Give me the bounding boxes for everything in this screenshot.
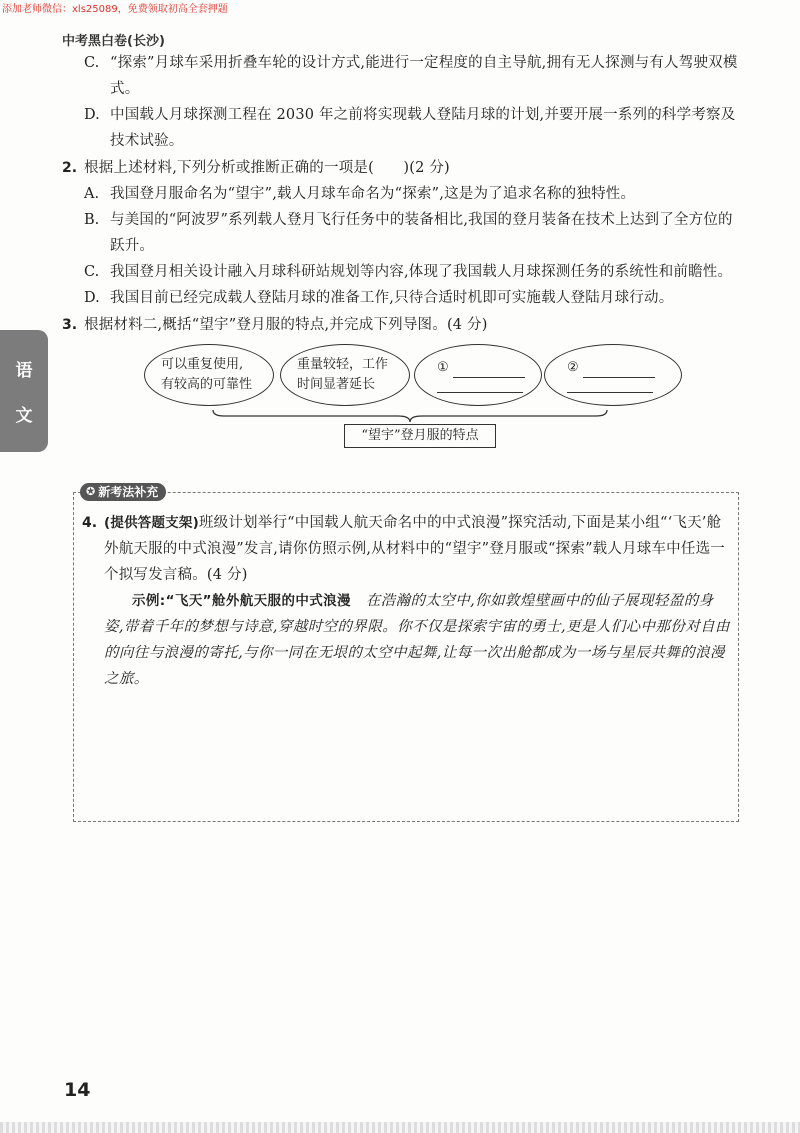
question-stem: 根据上述材料,下列分析或推断正确的一项是( )(2 分) (84, 160, 450, 176)
node-line: 有较高的可靠性 (161, 377, 253, 392)
option-letter: C. (84, 55, 100, 71)
bottom-border (0, 1122, 800, 1133)
node-line: 重量较轻，工作 (297, 357, 389, 372)
option-letter: D. (84, 107, 100, 123)
lightbulb-icon: ✪ (86, 485, 96, 498)
mindmap-node-blank-2[interactable] (544, 344, 682, 406)
question-number: 4. (82, 515, 98, 531)
option-text: 我国登月相关设计融入月球科研站规划等内容,体现了我国载人月球探测任务的系统性和前瞻性。 (110, 264, 733, 280)
option-letter: D. (84, 290, 100, 306)
mindmap-node-blank-1[interactable] (414, 344, 542, 406)
page-number: 14 (64, 1079, 91, 1101)
question-lead: (提供答题支架) (104, 515, 199, 531)
question-2 (62, 155, 742, 181)
example-paragraph (82, 588, 730, 692)
option-letter: A. (84, 186, 100, 202)
side-tab-char-1: 语 (15, 361, 33, 381)
option-text: “探索”月球车采用折叠车轮的设计方式,能进行一定程度的自主导航,拥有无人探测与有人驾驶双模式。 (110, 55, 738, 97)
question-4 (82, 509, 730, 692)
mindmap-center-label: “望宇”登月服的特点 (344, 424, 496, 448)
blank-mark: ② (567, 359, 579, 375)
option-text: 中国载人月球探测工程在 2030 年之前将实现载人登陆月球的计划,并要开展一系列的科学考察及技术试验。 (110, 107, 736, 149)
subject-side-tab (0, 330, 48, 452)
option-letter: C. (84, 264, 100, 280)
brace-connector (212, 410, 608, 422)
panel-tag (80, 483, 166, 501)
q1-option-d (62, 102, 742, 154)
q2-option-a (62, 181, 742, 207)
question-3 (62, 312, 742, 338)
side-tab-char-2: 文 (15, 406, 33, 426)
option-text: 与美国的“阿波罗”系列载人登月飞行任务中的装备相比,我国的登月装备在技术上达到了全方位的跃升。 (110, 212, 733, 254)
question-number: 3. (62, 317, 78, 333)
q1-option-c (62, 50, 742, 102)
mindmap-node-2 (280, 344, 410, 406)
watermark-text: 添加老师微信：xls25089，免费领取初高全套押题 (2, 4, 228, 15)
answer-blank[interactable] (437, 378, 523, 393)
mind-map (84, 338, 742, 448)
q2-option-c (62, 259, 742, 285)
q2-option-b (62, 207, 742, 259)
question-stem: 班级计划举行“中国载人航天命名中的中式浪漫”探究活动,下面是某小组“‘飞天’舱外航天服的中式浪漫”发言,请你仿照示例,从材料中的“望宇”登月服或“探索”载人月球车中任选一个拟写发言稿。(4 分) (104, 515, 725, 583)
answer-blank[interactable] (583, 363, 655, 378)
answer-blank[interactable] (453, 363, 525, 378)
option-text: 我国目前已经完成载人登陆月球的准备工作,只待合适时机即可实施载人登陆月球行动。 (110, 290, 674, 306)
mindmap-node-1 (144, 344, 274, 406)
q2-option-d (62, 285, 742, 311)
main-content (62, 50, 742, 448)
blank-mark: ① (437, 359, 449, 375)
example-text: 在浩瀚的太空中,你如敦煌壁画中的仙子展现轻盈的身姿,带着千年的梦想与诗意,穿越时空的界限。你不仅是探索宇宙的勇士,更是人们心中那份对自由的向往与浪漫的寄托,与你一同在无垠的太空中起舞,让每一次出舱都成为一场与星辰共舞的浪漫之旅。 (104, 593, 730, 687)
question-number: 2. (62, 160, 78, 176)
node-line: 时间显著延长 (297, 377, 376, 392)
answer-blank[interactable] (567, 378, 653, 393)
option-text: 我国登月服命名为“望宇”,载人月球车命名为“探索”,这是为了追求名称的独特性。 (110, 186, 636, 202)
question-stem: 根据材料二,概括“望宇”登月服的特点,并完成下列导图。(4 分) (84, 317, 488, 333)
option-letter: B. (84, 212, 100, 228)
example-label: 示例:“飞天”舱外航天服的中式浪漫 (132, 593, 351, 609)
running-header: 中考黑白卷(长沙) (62, 34, 165, 49)
node-line: 可以重复使用, (161, 357, 244, 372)
panel-tag-label: 新考法补充 (98, 485, 159, 499)
new-question-panel (73, 485, 739, 822)
